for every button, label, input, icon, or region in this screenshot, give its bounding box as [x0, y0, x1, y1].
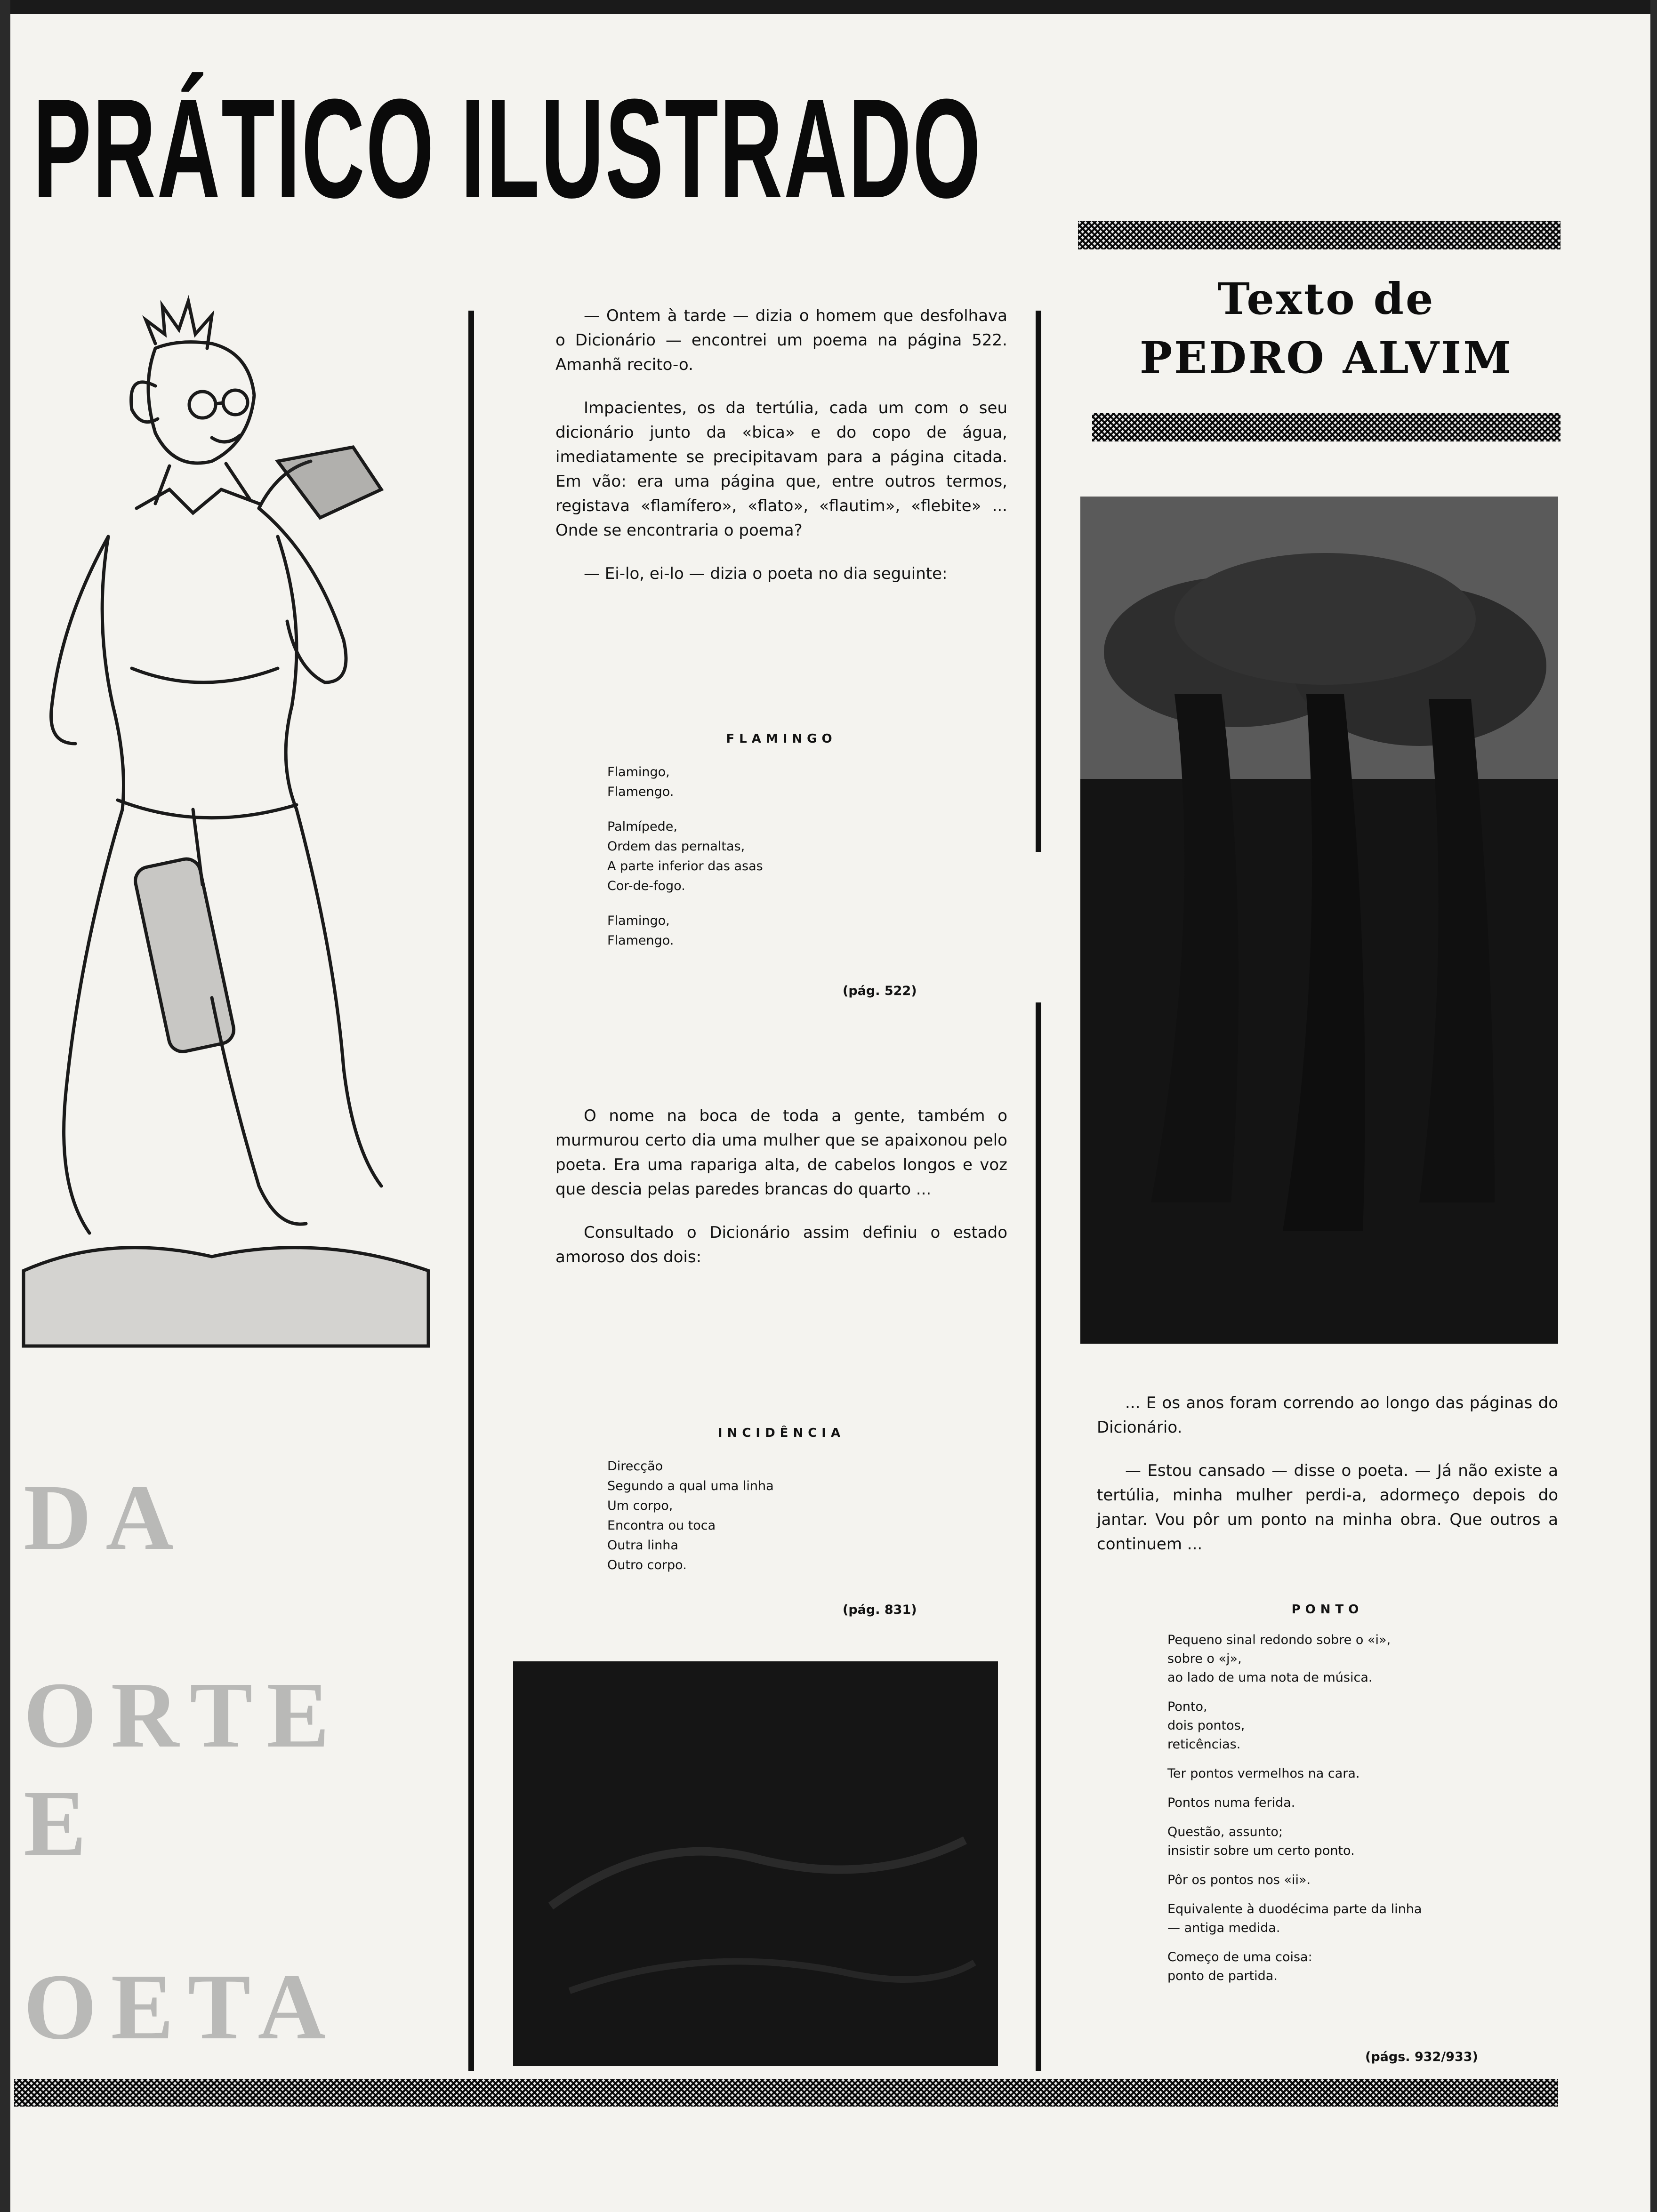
page-left-border — [0, 0, 10, 2212]
poem-line: Encontra ou toca — [607, 1518, 716, 1533]
poem-line: ao lado de uma nota de música. — [1167, 1670, 1373, 1685]
poem-line: Segundo a qual uma linha — [607, 1479, 774, 1493]
bleed-text-4: OETA — [24, 1955, 340, 2059]
poem-stanza — [1167, 1698, 1553, 1754]
poem-line: Direcção — [607, 1459, 663, 1474]
poem-line: Pôr os pontos nos «ii». — [1167, 1873, 1311, 1887]
poem-flamingo — [607, 762, 937, 966]
paragraph: — Ontem à tarde — dizia o homem que desfolhava o Dicionário — encontrei um poema na página 522. Amanhã recito-o. — [555, 306, 1007, 374]
poem-line: A parte inferior das asas — [607, 859, 763, 874]
poem-line: Equivalente à duodécima parte da linha — [1167, 1902, 1422, 1916]
poem-line: Palmípede, — [607, 819, 678, 834]
poem-line: Flamingo, — [607, 765, 670, 779]
hatch-bar-top — [1078, 221, 1560, 249]
poem-incidencia — [607, 1457, 937, 1575]
right-column-body — [1097, 1391, 1558, 1575]
poem-line: Pequeno sinal redondo sobre o «i», — [1167, 1633, 1391, 1647]
poem-line: insistir sobre um certo ponto. — [1167, 1843, 1355, 1858]
hatch-bar-byline — [1092, 413, 1560, 441]
poem-line: Flamengo. — [607, 933, 674, 948]
paragraph: — Estou cansado — disse o poeta. — Já não existe a tertúlia, minha mulher perdi-a, adormeço depois do jantar. Vou pôr um ponto na minha obra. Que outros a continuem ... — [1097, 1461, 1558, 1554]
column-rule-left — [468, 311, 474, 2071]
paragraph: ... E os anos foram correndo ao longo das páginas do Dicionário. — [1097, 1394, 1558, 1437]
poem-line: Flamingo, — [607, 914, 670, 928]
photo-texture — [513, 1661, 998, 2066]
poem-page-ref: (págs. 932/933) — [1365, 2050, 1478, 2064]
column-rule-right-upper — [1036, 311, 1041, 852]
illustration-man-with-book — [14, 292, 438, 1374]
painting-trees — [1080, 497, 1558, 1344]
paragraph: — Ei-lo, ei-lo — dizia o poeta no dia seguinte: — [584, 564, 948, 583]
poem-line: Questão, assunto; — [1167, 1825, 1283, 1839]
poem-line: Flamengo. — [607, 785, 674, 799]
middle-column-intro — [555, 304, 1007, 605]
poem-page-ref: (pág. 831) — [843, 1603, 917, 1617]
poem-line: Começo de uma coisa: — [1167, 1950, 1312, 1964]
poem-page-ref: (pág. 522) — [843, 984, 917, 998]
poem-stanza — [1167, 1794, 1553, 1812]
poem-stanza — [607, 911, 937, 951]
poem-line: Ordem das pernaltas, — [607, 839, 745, 854]
poem-line: Pontos numa ferida. — [1167, 1795, 1295, 1810]
poem-stanza — [1167, 1871, 1553, 1890]
poem-line: Ponto, — [1167, 1699, 1207, 1714]
byline-prefix: Texto de — [1217, 273, 1435, 324]
bleed-text-3: E — [24, 1771, 101, 1875]
poem-line: dois pontos, — [1167, 1718, 1245, 1733]
paragraph: Impacientes, os da tertúlia, cada um com o seu dicionário junto da «bica» e do copo de água, imediatamente se precipitavam para a página citada. Em vão: era uma página que, entre outros termos, registava «flamífero», «flato», «flautim», «flebite» ... Onde se encontraria o poema? — [555, 399, 1007, 540]
photo-dark-interior — [513, 1661, 998, 2066]
page-right-border — [1650, 0, 1657, 2212]
poem-line: sobre o «j», — [1167, 1651, 1242, 1666]
middle-column-body — [555, 1104, 1007, 1288]
poem-stanza — [607, 762, 937, 802]
poem-stanza — [607, 817, 937, 896]
poem-line: Outro corpo. — [607, 1558, 687, 1572]
poem-stanza — [1167, 1900, 1553, 1938]
poem-line: Outra linha — [607, 1538, 678, 1553]
poem-line: reticências. — [1167, 1737, 1241, 1752]
poem-line: — antiga medida. — [1167, 1921, 1280, 1935]
poem-ponto — [1167, 1631, 1553, 1986]
poem-title-ponto: PONTO — [1291, 1603, 1364, 1617]
bleed-text-2: ORTE — [24, 1663, 344, 1767]
poem-stanza — [1167, 1631, 1553, 1687]
bleed-text-1: DA — [24, 1466, 188, 1570]
column-rule-right-lower — [1036, 1002, 1041, 2071]
poem-title-flamingo: FLAMINGO — [726, 732, 837, 746]
poem-line: Ter pontos vermelhos na cara. — [1167, 1766, 1360, 1781]
poem-line: ponto de partida. — [1167, 1969, 1278, 1983]
poem-title-incidencia: INCIDÊNCIA — [717, 1426, 845, 1440]
page-headline: PRÁTICO ILUSTRADO — [33, 69, 982, 227]
hatch-bar-bottom — [14, 2079, 1558, 2107]
poem-line: Um corpo, — [607, 1499, 673, 1513]
byline-author: PEDRO ALVIM — [1139, 332, 1513, 383]
paragraph: O nome na boca de toda a gente, também o murmurou certo dia uma mulher que se apaixonou pelo poeta. Era uma rapariga alta, de cabelos longos e voz que descia pelas paredes brancas do quarto ... — [555, 1106, 1007, 1199]
paragraph: Consultado o Dicionário assim definiu o estado amoroso dos dois: — [555, 1223, 1007, 1266]
poem-stanza — [1167, 1823, 1553, 1860]
page-top-border — [0, 0, 1657, 14]
painting-artwork — [1080, 497, 1558, 1344]
poem-stanza — [1167, 1948, 1553, 1986]
poem-stanza — [1167, 1764, 1553, 1783]
poem-line: Cor-de-fogo. — [607, 879, 685, 893]
